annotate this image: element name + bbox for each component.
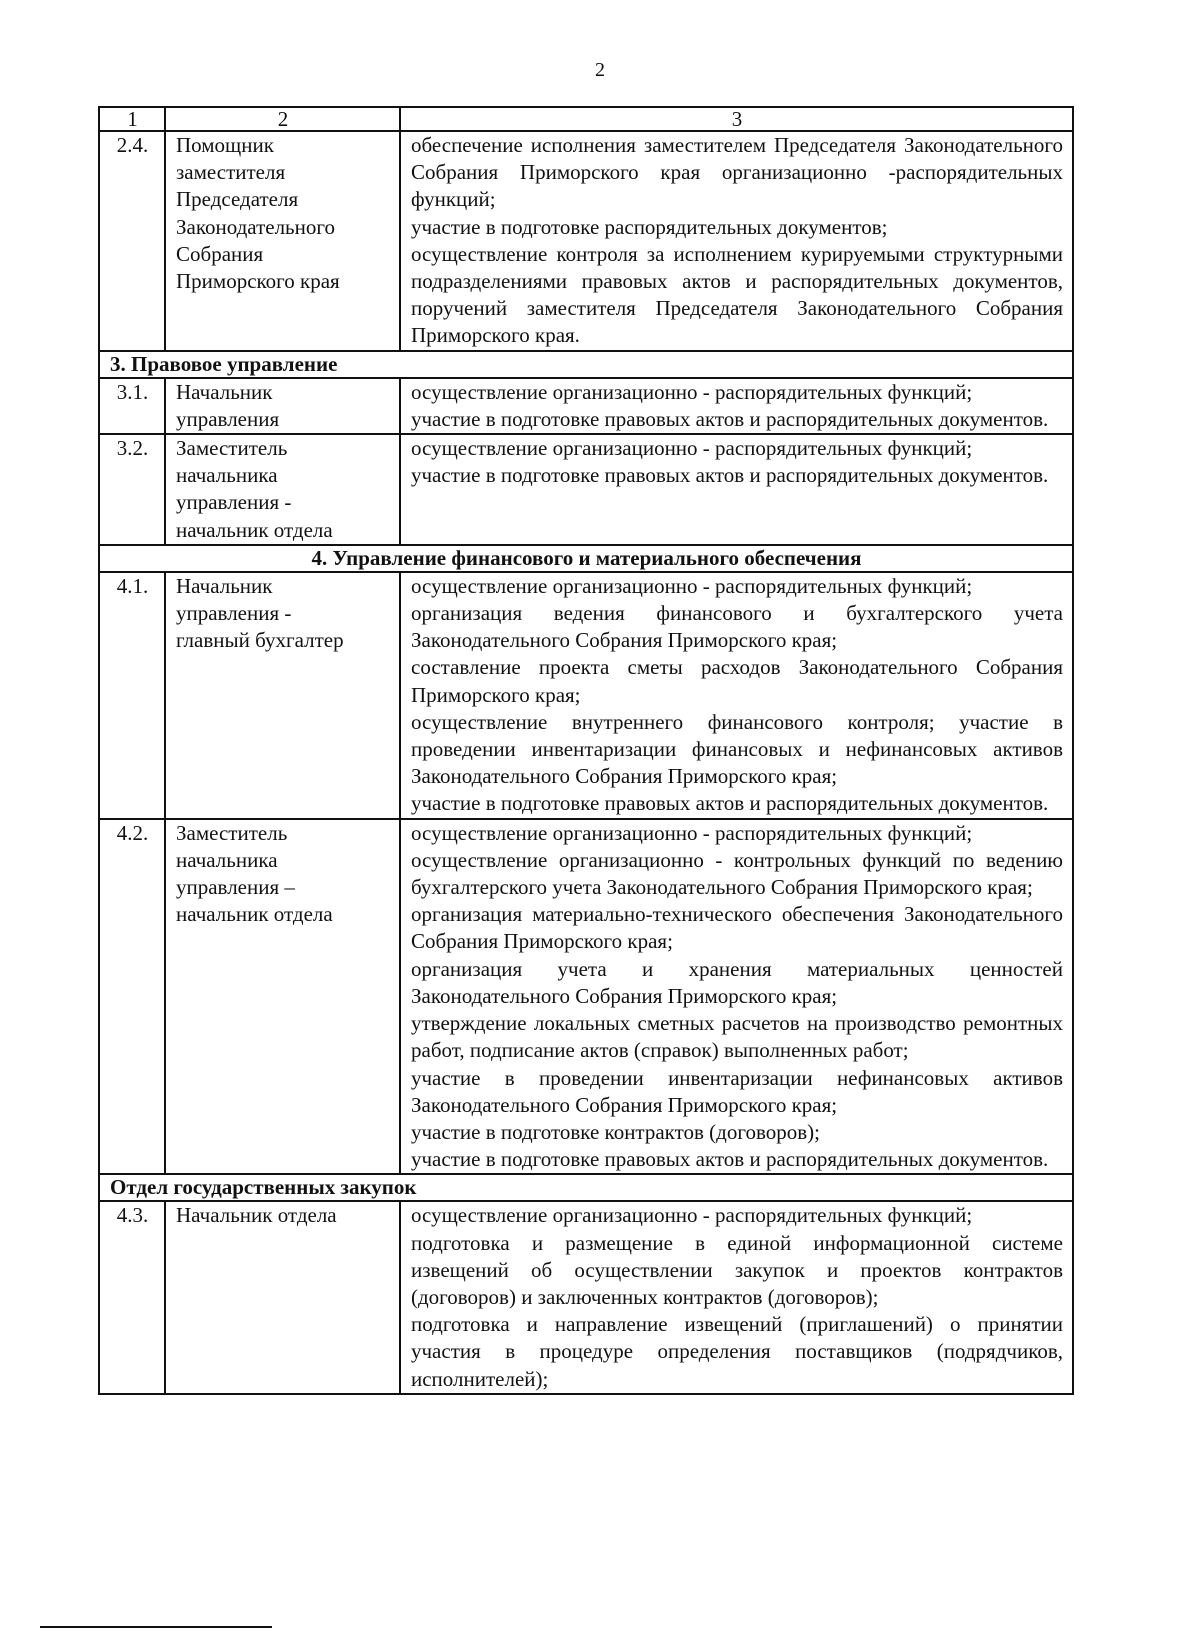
position-title-line: заместителя: [176, 160, 286, 185]
position-title: [165, 572, 400, 819]
position-title-line: Законодательного: [176, 214, 335, 239]
position-title-line: управления: [176, 406, 280, 431]
item-number: 4.3.: [99, 1201, 165, 1393]
duty-item: участие в проведении инвентаризации нефинансовых активов Законодательного Собрания Приморского края;: [411, 1065, 1063, 1117]
header-cell-3: 3: [400, 107, 1073, 131]
position-title-line: управления -: [176, 601, 292, 626]
duties-cell: [400, 131, 1073, 351]
item-number: 3.1.: [99, 378, 165, 434]
position-title: [165, 434, 400, 545]
section-row: [99, 545, 1073, 572]
position-title-line: начальник отдела: [176, 517, 333, 542]
footer-rule: [40, 1626, 272, 1628]
item-number: 3.2.: [99, 434, 165, 545]
duty-item: подготовка и размещение в единой информационной системе извещений об осуществлении закупок и проектов контрактов (договоров) и заключенных контрактов (договоров);: [411, 1230, 1063, 1309]
duty-item: осуществление организационно - контрольных функций по ведению бухгалтерского учета Законодательного Собрания Приморского края;: [411, 847, 1063, 900]
position-title-line: управления -: [176, 490, 292, 515]
position-title-line: главный бухгалтер: [176, 628, 344, 653]
duty-item: участие в подготовке распорядительных документов;: [411, 214, 888, 239]
duty-item: осуществление организационно - распорядительных функций;: [411, 573, 973, 598]
position-title-line: начальника: [176, 463, 278, 488]
duty-item: участие в подготовке правовых актов и распорядительных документов.: [411, 406, 1049, 431]
table-row: [99, 378, 1073, 434]
position-title-line: Начальник: [176, 573, 273, 598]
table-row: [99, 572, 1073, 819]
duty-item: обеспечение исполнения заместителем Председателя Законодательного Собрания Приморского края организационно -распорядительных функций;: [411, 133, 1063, 212]
position-title-line: начальника: [176, 847, 278, 872]
position-title: [165, 1201, 400, 1393]
table-row: [99, 819, 1073, 1175]
item-number: 2.4.: [99, 131, 165, 351]
duty-item: участие в подготовке контрактов (договоров);: [411, 1119, 820, 1144]
position-title-line: Собрания: [176, 241, 264, 266]
position-title: [165, 131, 400, 351]
position-title-line: Заместитель: [176, 820, 288, 845]
duties-cell: [400, 572, 1073, 819]
position-title-line: Начальник отдела: [176, 1203, 337, 1228]
page-number: 2: [595, 59, 605, 81]
table-body: [99, 131, 1073, 1394]
duty-item: участие в подготовке правовых актов и распорядительных документов.: [411, 1147, 1049, 1172]
position-title-line: Помощник: [176, 133, 274, 157]
duty-item: составление проекта сметы расходов Законодательного Собрания Приморского края;: [411, 655, 1063, 707]
item-number: 4.1.: [99, 572, 165, 819]
duty-item: участие в подготовке правовых актов и распорядительных документов.: [411, 791, 1049, 816]
duty-item: организация учета и хранения материальных ценностей Законодательного Собрания Приморского края;: [411, 956, 1063, 1008]
duty-item: утверждение локальных сметных расчетов на производство ремонтных работ, подписание актов (справок) выполненных работ;: [411, 1011, 1063, 1063]
subsection-title: Отдел государственных закупок: [99, 1174, 1073, 1201]
duty-item: организация ведения финансового и бухгалтерского учета Законодательного Собрания Приморского края;: [411, 601, 1063, 653]
duty-item: осуществление организационно - распорядительных функций;: [411, 1203, 973, 1228]
position-title-line: Приморского края: [176, 269, 340, 294]
position-title-line: Председателя: [176, 187, 299, 212]
table-header-row: [99, 107, 1073, 131]
duty-item: осуществление организационно - распорядительных функций;: [411, 436, 973, 461]
duty-item: осуществление организационно - распорядительных функций;: [411, 379, 973, 404]
duty-item: осуществление организационно - распорядительных функций;: [411, 820, 973, 845]
position-title: [165, 378, 400, 434]
duties-cell: [400, 434, 1073, 545]
position-title-line: управления –: [176, 875, 295, 900]
duty-item: осуществление внутреннего финансового контроля; участие в проведении инвентаризации финансовых и нефинансовых активов Законодательного Собрания Приморского края;: [411, 709, 1063, 789]
duty-item: участие в подготовке правовых актов и распорядительных документов.: [411, 463, 1049, 488]
duties-cell: [400, 819, 1073, 1175]
table-row: [99, 434, 1073, 545]
duties-table: [98, 106, 1074, 1395]
duty-item: организация материально-технического обеспечения Законодательного Собрания Приморского края;: [411, 902, 1063, 954]
header-cell-1: 1: [99, 107, 165, 131]
section-title: 4. Управление финансового и материального обеспечения: [99, 545, 1073, 572]
duty-item: осуществление контроля за исполнением курируемыми структурными подразделениями правовых актов и распорядительных документов, поручений заместителя Председателя Законодательного Собрания Приморского края.: [411, 241, 1063, 348]
table-row: [99, 1201, 1073, 1393]
table-row: [99, 131, 1073, 351]
duties-cell: [400, 1201, 1073, 1393]
position-title-line: начальник отдела: [176, 902, 333, 927]
position-title-line: Заместитель: [176, 436, 288, 461]
duty-item: подготовка и направление извещений (приглашений) о принятии участия в процедуре определения поставщиков (подрядчиков, исполнителей);: [411, 1312, 1063, 1391]
duties-cell: [400, 378, 1073, 434]
subsection-row: [99, 1174, 1073, 1201]
header-cell-2: 2: [165, 107, 400, 131]
item-number: 4.2.: [99, 819, 165, 1175]
position-title: [165, 819, 400, 1175]
section-title: 3. Правовое управление: [99, 351, 1073, 378]
position-title-line: Начальник: [176, 379, 273, 404]
section-row: [99, 351, 1073, 378]
